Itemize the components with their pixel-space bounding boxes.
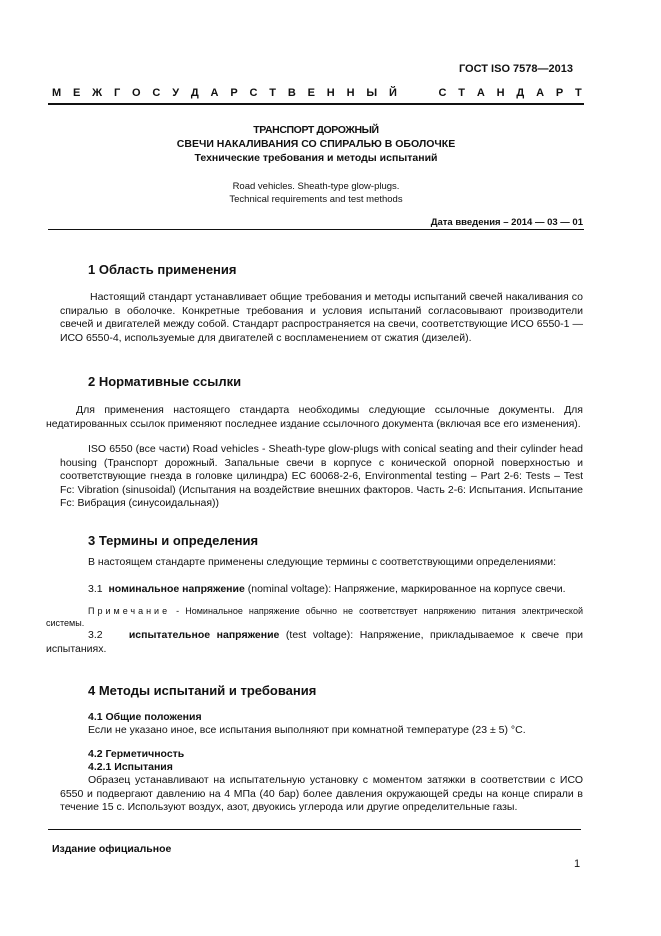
subsection-4-2-heading: 4.2 Герметичность (88, 748, 185, 760)
banner-letter: Н (496, 87, 505, 99)
standard-code: ГОСТ ISO 7578—2013 (458, 63, 573, 75)
banner-letter: Т (269, 87, 277, 99)
subsection-4-1-heading: 4.1 Общие положения (88, 711, 202, 723)
section-4-heading: 4 Методы испытаний и требования (88, 683, 317, 698)
title-line-1: ТРАНСПОРТ ДОРОЖНЫЙ (253, 124, 379, 136)
banner-letter: Ы (366, 87, 378, 99)
interstate-standard-banner (52, 87, 582, 99)
banner-letter: А (476, 87, 485, 99)
term-3-2-term: испытательное напряжение (128, 629, 280, 641)
english-title (48, 180, 584, 206)
subsection-4-1-text: Если не указано иное, все испытания выполняют при комнатной температуре (23 ± 5) °С. (88, 724, 526, 736)
term-3-2-number: 3.2 (88, 629, 103, 641)
banner-letter: С (438, 87, 447, 99)
section-2-paragraph-1: Для применения настоящего стандарта необходимы следующие ссылочные документы. Для недатированных ссылок применяют последнее издание ссылочного документа (включая все его изменения). (46, 404, 583, 430)
banner-letter: А (536, 87, 545, 99)
note-text: - Номинальное напряжение обычно не соответствует напряжению питания электрической системы. (46, 606, 583, 628)
section-2-paragraph-2: ISO 6550 (все части) Road vehicles - Sheath-type glow-plugs with conical seating and their cylinder head housing (Транспорт дорожный. Запальные свечи в корпусе с конической опорной поверхностью и соответствующие гнезда в головке цилиндра) EC 60068-2-6, Environmental testing – Part 2-6: Tests – Test Fc: Vibration (sinusoidal) (Испытания на воздействие внешних факторов. Часть 2-6: Испытания. Испытание Fc: Вибрация (синусоидальная)) (60, 443, 583, 509)
banner-letter: Д (190, 87, 199, 99)
footer-rule (48, 829, 581, 830)
subsection-4-2-1-heading: 4.2.1 Испытания (88, 761, 173, 773)
banner-letter: У (172, 87, 180, 99)
banner-letter: С (152, 87, 161, 99)
banner-letter: Н (346, 87, 355, 99)
section-2-heading: 2 Нормативные ссылки (88, 374, 242, 389)
section-3-heading: 3 Термины и определения (88, 533, 259, 548)
section-1-heading: 1 Область применения (88, 262, 237, 277)
banner-letter: В (287, 87, 296, 99)
edition-label: Издание официальное (52, 843, 172, 855)
term-3-1-definition: (nominal voltage): Напряжение, маркированное на корпусе свечи. (244, 583, 566, 595)
section-3-intro: В настоящем стандарте применены следующие термины с соответствующими определениями: (88, 556, 557, 568)
banner-letter: М (52, 87, 62, 99)
english-title-line-1: Road vehicles. Sheath-type glow-plugs. (232, 181, 400, 192)
banner-letter: Р (230, 87, 238, 99)
banner-letter (424, 87, 427, 99)
term-3-1-term: номинальное напряжение (108, 583, 245, 595)
banner-letter: Н (326, 87, 335, 99)
banner-letter: Й (388, 87, 397, 99)
banner-letter: Ж (92, 87, 103, 99)
english-title-line-2: Technical requirements and test methods (229, 194, 403, 205)
title-line-2: СВЕЧИ НАКАЛИВАНИЯ СО СПИРАЛЬЮ В ОБОЛОЧКЕ (176, 138, 456, 150)
title-line-3: Технические требования и методы испытаний (194, 152, 438, 164)
banner-letter: Е (73, 87, 81, 99)
banner-letter: Г (113, 87, 121, 99)
header-rule (48, 103, 584, 105)
document-title (48, 123, 584, 165)
banner-letter: Р (555, 87, 564, 99)
banner-letter: Т (575, 87, 582, 99)
note-3-1 (46, 605, 583, 629)
term-3-1-number: 3.1 (88, 583, 103, 595)
title-rule (48, 229, 584, 230)
term-3-2-definition: (test voltage): Напряжение, прикладываемое к свече при испытаниях. (46, 629, 583, 655)
term-3-2 (46, 629, 583, 656)
banner-letter: С (249, 87, 258, 99)
introduction-date: Дата введения – 2014 — 03 — 01 (430, 217, 583, 228)
banner-letter: О (132, 87, 141, 99)
note-label: Примечание (88, 606, 171, 616)
subsection-4-2-1-text: Образец устанавливают на испытательную установку с моментом затяжки в соответствии с ИСО 6550 и подвергают давлению на 4 МПа (40 бар) более давления окружающей среды на конце спирали в течение 15 с. Используют воздух, азот, двуокись углерода или другие определительные газы. (60, 774, 583, 813)
banner-letter: Е (307, 87, 315, 99)
section-1-paragraph: Настоящий стандарт устанавливает общие требования и методы испытаний свечей накаливания со спиралью в оболочке. Конкретные требования и условия испытаний согласовывают производители свечей и двигателей между собой. Стандарт распространяется на свечи, соответствующие ИСО 6550-1 — ИСО 6550-4, используемые для двигателей с воспламенением от сжатия (дизелей). (60, 291, 583, 344)
term-3-1 (46, 583, 583, 597)
banner-letter: Д (516, 87, 525, 99)
banner-letter: А (210, 87, 219, 99)
banner-letter: Т (458, 87, 465, 99)
banner-letter (409, 87, 412, 99)
page-number: 1 (574, 858, 581, 870)
